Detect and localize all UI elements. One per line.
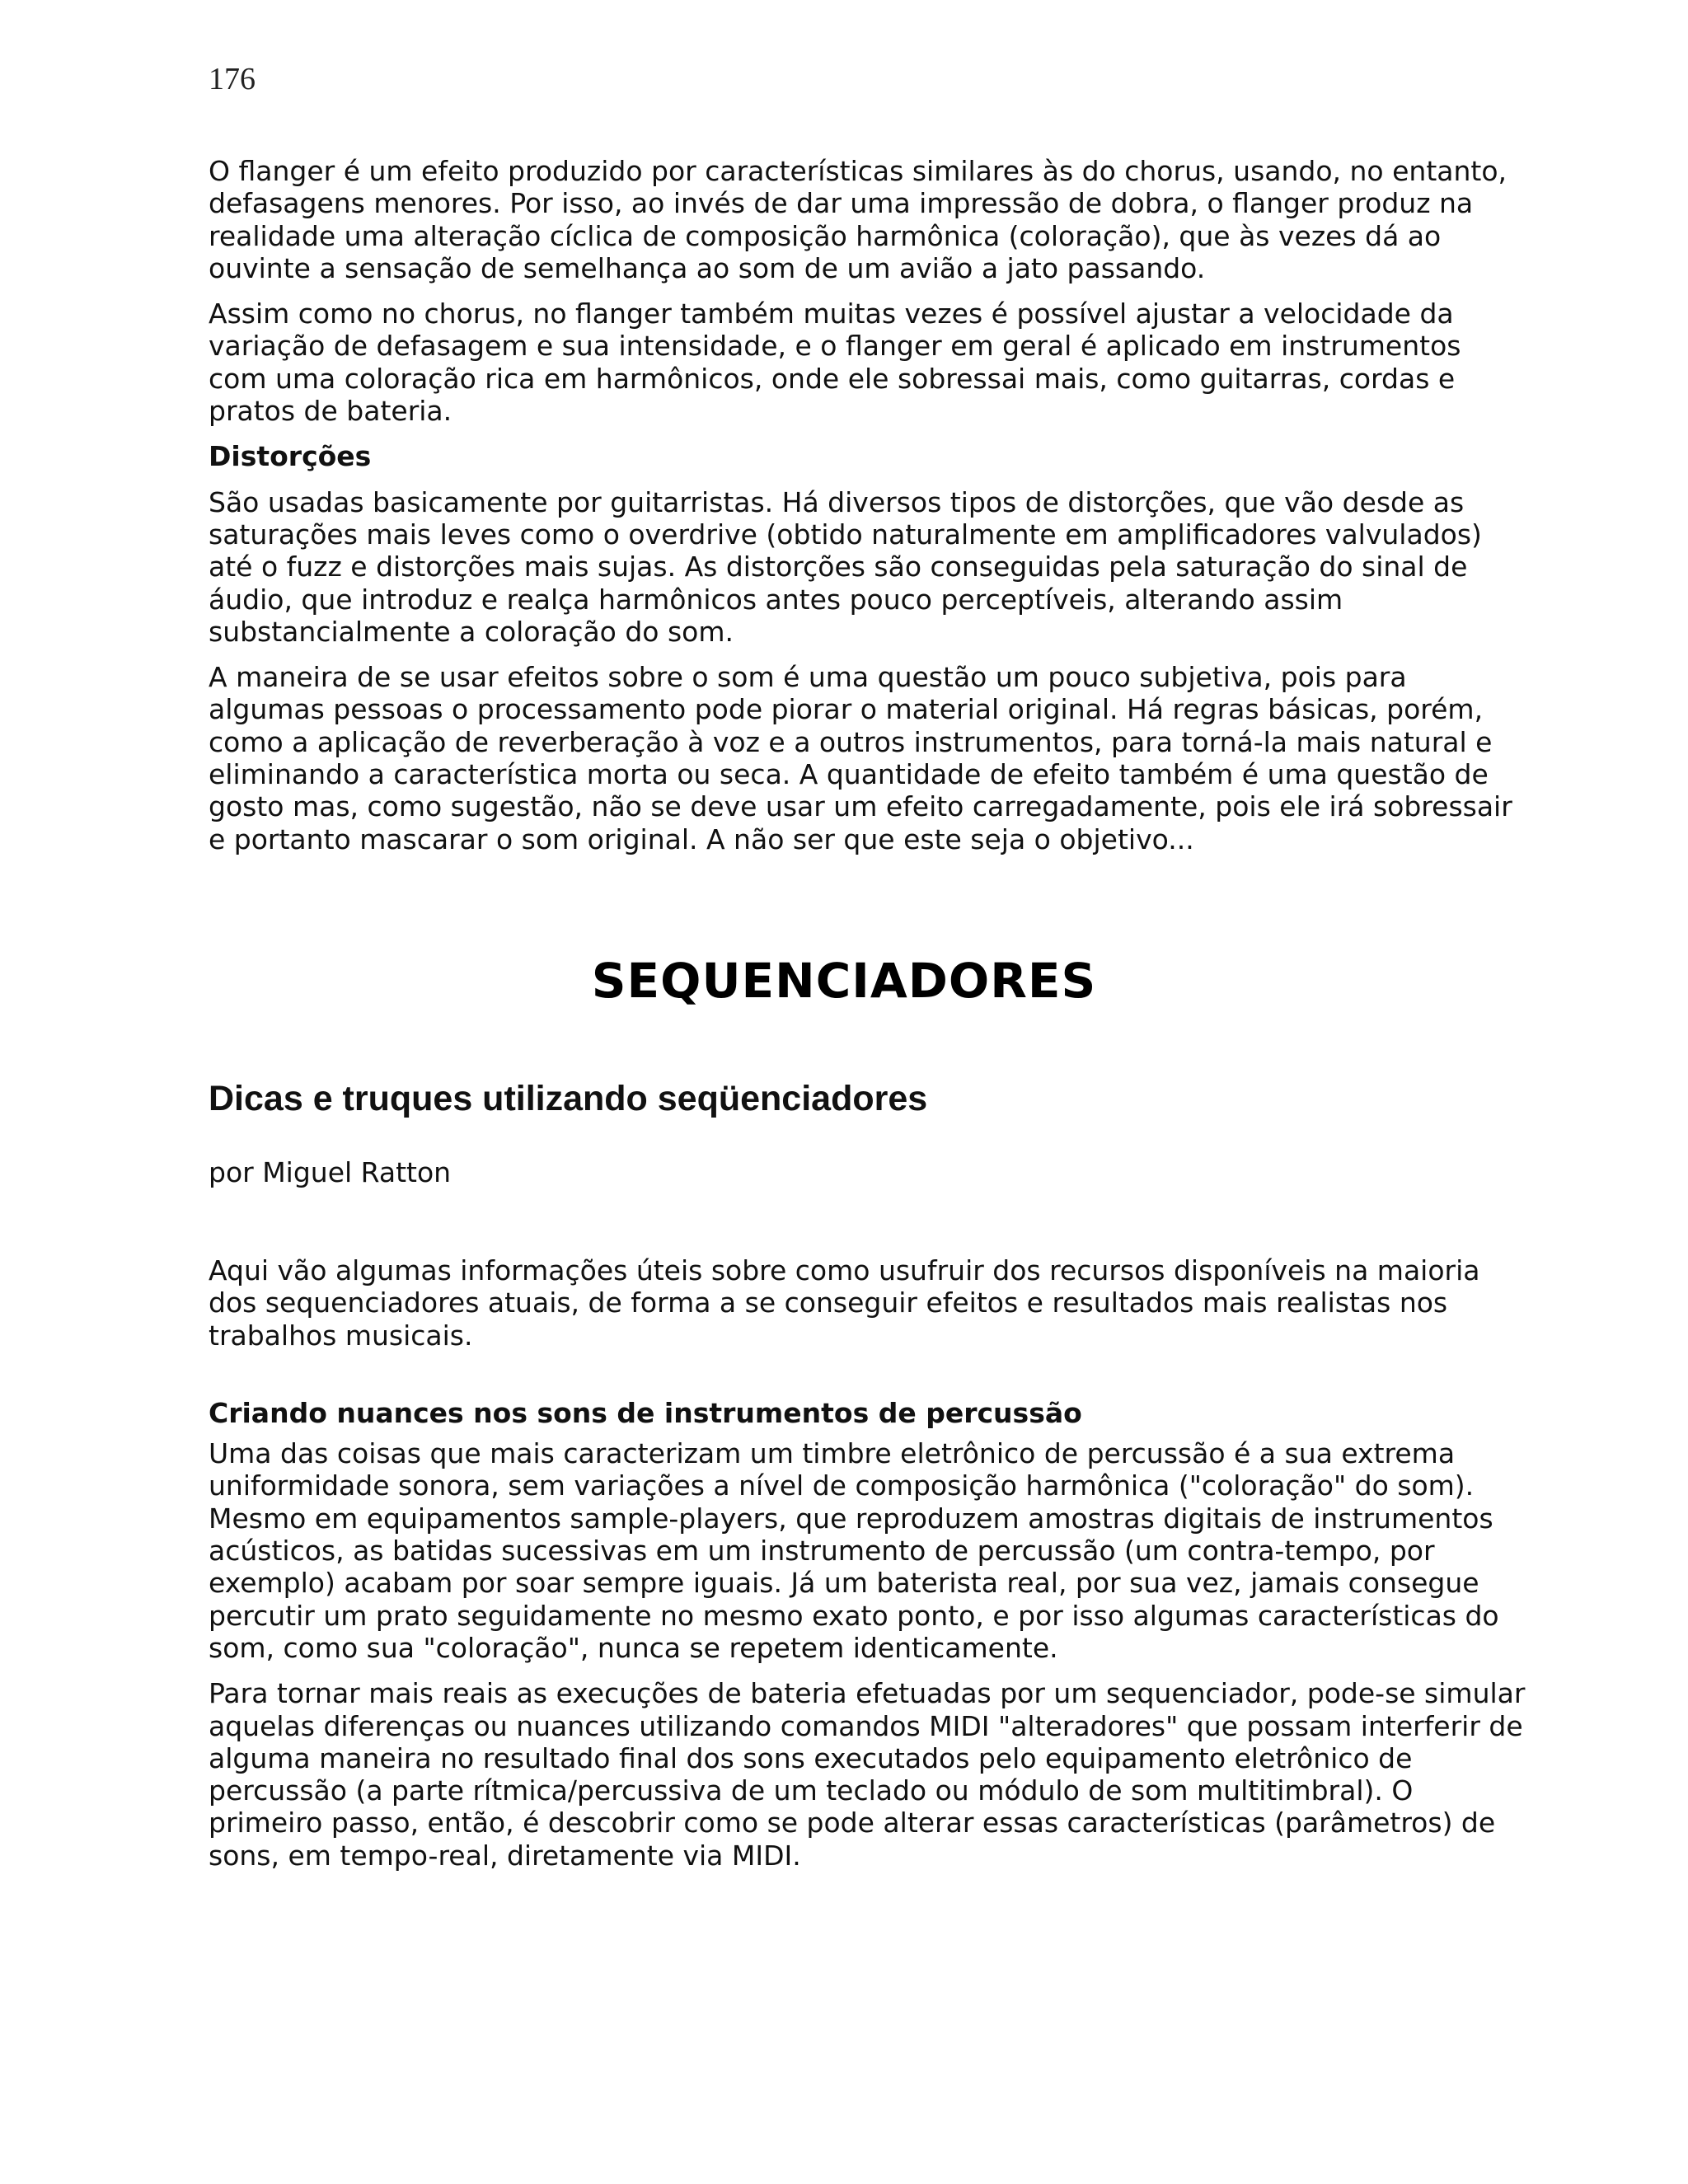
- article-body: [209, 1254, 1527, 1872]
- paragraph-distorcoes: São usadas basicamente por guitarristas. Há diversos tipos de distorções, que vão desde as saturações mais leves como o overdrive (obtido naturalmente em amplificadores valvulados) até o fuzz e distorções mais sujas. As distorções são conseguidas pela saturação do sinal de áudio, que introduz e realça harmônicos antes pouco perceptíveis, alterando assim substancialmente a coloração do som.: [209, 485, 1482, 648]
- paragraph-intro: Aqui vão algumas informações úteis sobre como usufruir dos recursos disponíveis na maioria dos sequenciadores atuais, de forma a se conseguir efeitos e resultados mais realistas nos trabalhos musicais.: [209, 1254, 1480, 1352]
- paragraph-flanger-settings: Assim como no chorus, no flanger também muitas vezes é possível ajustar a velocidade da variação de defasagem e sua intensidade, e o flanger em geral é aplicado em instrumentos com uma coloração rica em harmônicos, onde ele sobressai mais, como guitarras, cordas e pratos de bateria.: [209, 298, 1461, 428]
- heading-nuances: Criando nuances nos sons de instrumentos de percussão: [209, 1396, 1082, 1429]
- paragraph-flanger: O flanger é um efeito produzido por características similares às do chorus, usando, no entanto, defasagens menores. Por isso, ao invés de dar uma impressão de dobra, o flanger produz na realidade uma alteração cíclica de composição harmônica (coloração), que às vezes dá ao ouvinte a sensação de semelhança ao som de um avião a jato passando.: [209, 155, 1507, 284]
- heading-distorcoes: Distorções: [209, 440, 372, 473]
- paragraph-uniformity: Uma das coisas que mais caracterizam um timbre eletrônico de percussão é a sua extrema uniformidade sonora, sem variações a nível de composição harmônica ("coloração" do som). Mesmo em equipamentos sample-players, que reproduzem amostras digitais de instrumentos acústicos, as batidas sucessivas em um instrumento de percussão (um contra-tempo, por exemplo) acabam por soar sempre iguais. Já um baterista real, por sua vez, jamais consegue percutir um prato seguidamente no mesmo exato ponto, e por isso algumas características do som, como sua "coloração", nunca se repetem identicamente.: [209, 1437, 1499, 1664]
- page-number: 176: [209, 62, 256, 96]
- article-author: por Miguel Ratton: [209, 1156, 452, 1188]
- top-text-block: [209, 155, 1527, 855]
- article-title: Dicas e truques utilizando seqüenciadores: [209, 1079, 928, 1118]
- chapter-title: SEQUENCIADORES: [591, 953, 1097, 1009]
- paragraph-midi-alteradores: Para tornar mais reais as execuções de bateria efetuadas por um sequenciador, pode-se simular aquelas diferenças ou nuances utilizando comandos MIDI "alteradores" que possam interferir de alguma maneira no resultado final dos sons executados pelo equipamento eletrônico de percussão (a parte rítmica/percussiva de um teclado ou módulo de som multitimbral). O primeiro passo, então, é descobrir como se pode alterar essas características (parâmetros) de sons, em tempo-real, diretamente via MIDI.: [209, 1677, 1526, 1872]
- paragraph-effects-usage: A maneira de se usar efeitos sobre o som é uma questão um pouco subjetiva, pois para algumas pessoas o processamento pode piorar o material original. Há regras básicas, porém, como a aplicação de reverberação à voz e a outros instrumentos, para torná-la mais natural e eliminando a característica morta ou seca. A quantidade de efeito também é uma questão de gosto mas, como sugestão, não se deve usar um efeito carregadamente, pois ele irá sobressair e portanto mascarar o som original. A não ser que este seja o objetivo...: [209, 661, 1512, 855]
